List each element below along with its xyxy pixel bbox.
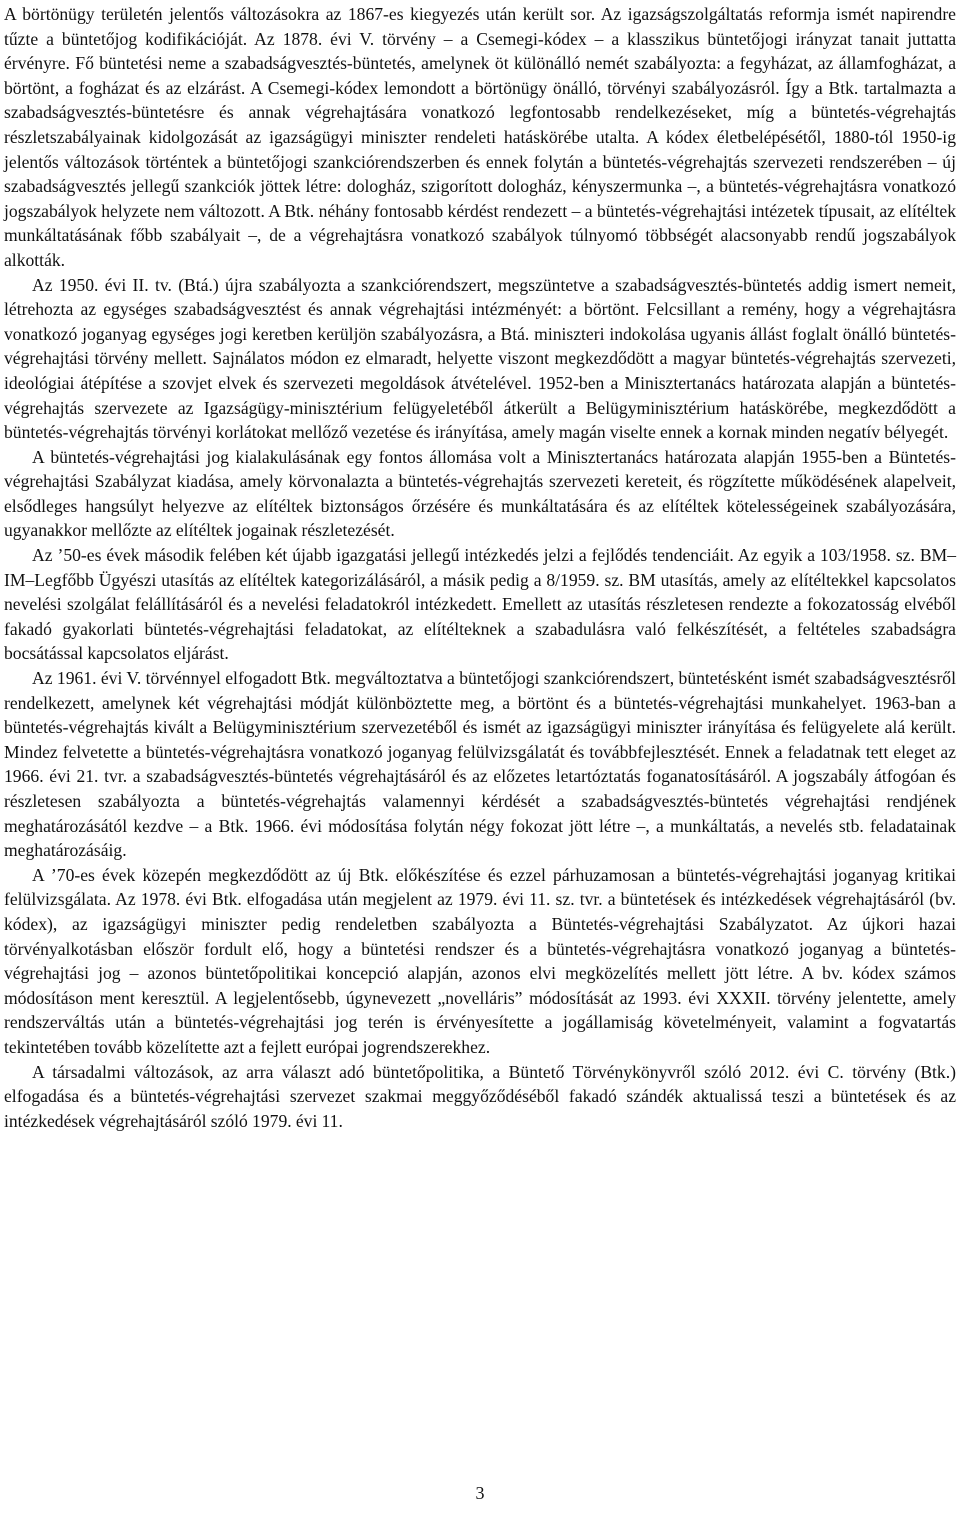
paragraph-2: Az 1950. évi II. tv. (Btá.) újra szabályozta a szankciórendszert, megszüntetve a szabadságvesztés-büntetés addig ismert nemeit, létrehozta az egységes szabadságvesztést és annak végrehajtási intézményét: a börtönt. Felcsillant a remény, hogy a végrehajtásra vonatkozó joganyag egységes jogi keretben kerüljön szabályozásra, a Btá. miniszteri indokolása ugyanis állást foglalt önálló büntetés-végrehajtási törvény mellett. Sajnálatos módon ez elmaradt, helyette viszont megkezdődött a magyar büntetés-végrehajtás szervezeti, ideológiai átépítése a szovjet elvek és szervezeti megoldások átvételével. 1952-ben a Minisztertanács határozata alapján a büntetés-végrehajtás szervezete az Igazságügy-minisztérium felügyeletéből átkerült a Belügyminisztérium hatáskörébe, megkezdődött a büntetés-végrehajtás törvényi korlátokat mellőző vezetése és irányítása, amely magán viselte ennek a kornak minden negatív bélyegét. xyxy=(4,274,956,443)
paragraph-1: A börtönügy területén jelentős változásokra az 1867-es kiegyezés után került sor. Az igazságszolgáltatás reformja ismét napirendre tűzte a büntetőjog kodifikációját. Az 1878. évi V. törvény ‒ a Csemegi-kódex ‒ a klasszikus büntetőjogi irányzat tanait juttatta érvényre. Fő büntetési neme a szabadságvesztés-büntetés, amelynek öt különálló nemét szabályozta: a fegyházat, az államfogházat, a börtönt, a fogházat és az elzárást. A Csemegi-kódex lemondott a börtönügy önálló, törvényi szabályozásról. Így a Btk. tartalmazta a szabadságvesztés-büntetésre és annak végrehajtására vonatkozó legfontosabb rendelkezéseket, míg a büntetés-végrehajtás részletszabályainak kidolgozását az igazságügyi miniszter rendeleti hatáskörébe utalta. A kódex életbelépésétől, 1880-tól 1950-ig jelentős változások történtek a büntetőjogi szankciórendszerben és ennek folytán a büntetés-végrehajtás szervezeti rendszerében ‒ új szabadságvesztés jellegű szankciók jöttek létre: dologház, szigorított dologház, kényszermunka ‒, a büntetés-végrehajtásra vonatkozó jogszabályok helyzete nem változott. A Btk. néhány fontosabb kérdést rendezett ‒ a büntetés-végrehajtási intézetek típusait, az elítéltek munkáltatásának főbb szabályait ‒, de a végrehajtásra vonatkozó szabályok túlnyomó többségét alacsonyabb rendű jogszabályok alkották. xyxy=(4,4,956,270)
page-number: 3 xyxy=(475,1483,485,1503)
paragraph-7: A társadalmi változások, az arra választ adó büntetőpolitika, a Büntető Törvénykönyvről szóló 2012. évi C. törvény (Btk.) elfogadása és a büntetés-végrehajtási szervezet szakmai meggyőződéséből fakadó szándék aktualissá teszi a büntetések és az intézkedések végrehajtásáról szóló 1979. évi 11. xyxy=(4,1061,956,1131)
paragraph-3: A büntetés-végrehajtási jog kialakulásának egy fontos állomása volt a Minisztertanács határozata alapján 1955-ben a Büntetés-végrehajtási Szabályzat kiadása, amely körvonalazta a büntetés-végrehajtás szervezeti kereteit, és rögzítette működésének alapelveit, elsődleges hangsúlyt helyezve az elítéltek biztonságos őrzésére és munkáltatására és az elítéltek kötelességeinek szabályozására, ugyanakkor mellőzte az elítéltek jogainak részletezését. xyxy=(4,446,956,541)
paragraph-4: Az ’50-es évek második felében két újabb igazgatási jellegű intézkedés jelzi a fejlődés tendenciáit. Az egyik a 103/1958. sz. BM‒IM‒Legfőbb Ügyészi utasítás az elítéltek kategorizálásáról, a másik pedig a 8/1959. sz. BM utasítás, amely az elítéltekkel kapcsolatos nevelési szolgálat felállításáról és a nevelési feladatokról intézkedett. Emellett az utasítás részletesen rendezte a fokozatosság elvéből fakadó gyakorlati büntetés-végrehajtási feladatokat, az elítélteknek a szabadulásra való felkészítését, a feltételes szabadságra bocsátással kapcsolatos eljárást. xyxy=(4,545,956,664)
paragraph-5: Az 1961. évi V. törvénnyel elfogadott Btk. megváltoztatva a büntetőjogi szankciórendszert, büntetésként ismét szabadságvesztésről rendelkezett, amelynek két végrehajtási módját különböztette meg, a börtönt és a büntetés-végrehajtási munkahelyet. 1963-ban a büntetés-végrehajtás kivált a Belügyminisztérium szervezetéből és ismét az igazságügyi miniszter irányítása és felügyelete alá került. Mindez felvetette a büntetés-végrehajtásra vonatkozó joganyag felülvizsgálatát és továbbfejlesztését. Ennek a feladatnak tett eleget az 1966. évi 21. tvr. a szabadságvesztés-büntetés végrehajtásáról és az előzetes letartóztatás foganatosításáról. A jogszabály átfogóan és részletesen szabályozta a büntetés-végrehajtás valamennyi kérdését a szabadságvesztés-büntetés végrehajtási rendjének meghatározásától kezdve ‒ a Btk. 1966. évi módosítása folytán négy fokozat jött létre ‒, a munkáltatás, a nevelés stb. feladatainak meghatározásáig. xyxy=(4,668,956,861)
paragraph-6: A ’70-es évek közepén megkezdődött az új Btk. előkészítése és ezzel párhuzamosan a büntetés-végrehajtási joganyag kritikai felülvizsgálata. Az 1978. évi Btk. elfogadása után megjelent az 1979. évi 11. sz. tvr. a büntetések és intézkedések végrehajtásáról (bv. kódex), az igazságügyi miniszter pedig rendeletben szabályozta a Büntetés-végrehajtási Szabályzatot. Az újkori hazai törvényalkotásban először fordult elő, hogy a büntetési rendszer és a büntetés-végrehajtásra vonatkozó joganyag a büntetés-végrehajtási jog ‒ azonos büntetőpolitikai koncepció alapján, azonos elvi megközelítés mellett jött létre. A bv. kódex számos módosításon ment keresztül. A legjelentősebb, úgynevezett „novelláris” módosítását az 1993. évi XXXII. törvény jelentette, amely rendszerváltás után a büntetés-végrehajtási jog terén is érvényesítette a jogállamiság követelményeit, valamint a fogvatartás tekintetében tovább közelítette azt a fejlett európai jogrendszerekhez. xyxy=(4,864,956,1057)
document-body xyxy=(4,2,956,1133)
